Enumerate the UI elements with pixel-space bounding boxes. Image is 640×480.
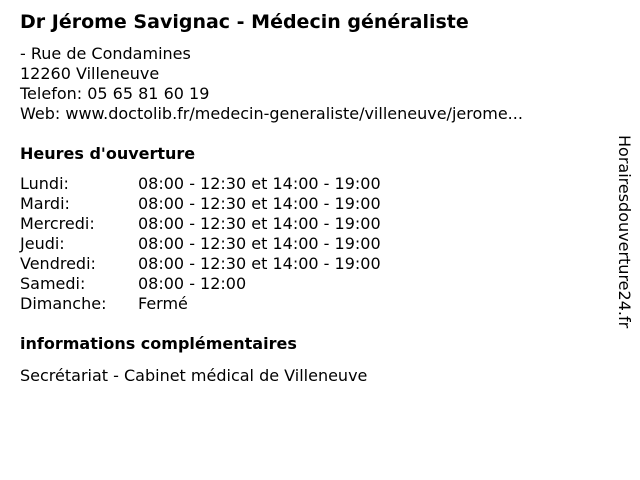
hours-row-friday: [20, 254, 600, 274]
additional-info-heading: informations complémentaires: [20, 334, 297, 353]
hours-day-label: Vendredi:: [20, 254, 96, 273]
city-address: 12260 Villeneuve: [20, 64, 160, 83]
hours-row-saturday: [20, 274, 600, 294]
address-block: [20, 44, 600, 124]
hours-day-label: Lundi:: [20, 174, 69, 193]
business-card: [20, 8, 600, 386]
phone-number: Telefon: 05 65 81 60 19: [20, 84, 210, 103]
hours-day-label: Dimanche:: [20, 294, 107, 313]
hours-row-wednesday: [20, 214, 600, 234]
page-title: Dr Jérome Savignac - Médecin généraliste: [20, 11, 469, 33]
site-brand-label: [612, 135, 636, 375]
website-link[interactable]: Web: www.doctolib.fr/medecin-generaliste/villeneuve/jerome...: [20, 104, 523, 123]
hours-day-label: Samedi:: [20, 274, 86, 293]
hours-row-sunday: [20, 294, 600, 314]
hours-time-value: 08:00 - 12:30 et 14:00 - 19:00: [138, 254, 381, 273]
hours-time-value: 08:00 - 12:30 et 14:00 - 19:00: [138, 214, 381, 233]
opening-hours-heading: Heures d'ouverture: [20, 144, 196, 163]
hours-time-value: 08:00 - 12:30 et 14:00 - 19:00: [138, 194, 381, 213]
hours-time-value: 08:00 - 12:30 et 14:00 - 19:00: [138, 174, 381, 193]
hours-day-label: Mardi:: [20, 194, 70, 213]
hours-row-tuesday: [20, 194, 600, 214]
hours-time-value: 08:00 - 12:00: [138, 274, 247, 293]
hours-time-value: Fermé: [138, 294, 188, 313]
hours-row-monday: [20, 174, 600, 194]
hours-day-label: Mercredi:: [20, 214, 95, 233]
hours-row-thursday: [20, 234, 600, 254]
street-address: - Rue de Condamines: [20, 44, 191, 63]
site-brand-text: Horairesdouverture24.fr: [615, 135, 634, 329]
additional-info-text: Secrétariat - Cabinet médical de Villeneuve: [20, 366, 368, 385]
opening-hours-table: [20, 174, 600, 314]
hours-day-label: Jeudi:: [20, 234, 65, 253]
hours-time-value: 08:00 - 12:30 et 14:00 - 19:00: [138, 234, 381, 253]
